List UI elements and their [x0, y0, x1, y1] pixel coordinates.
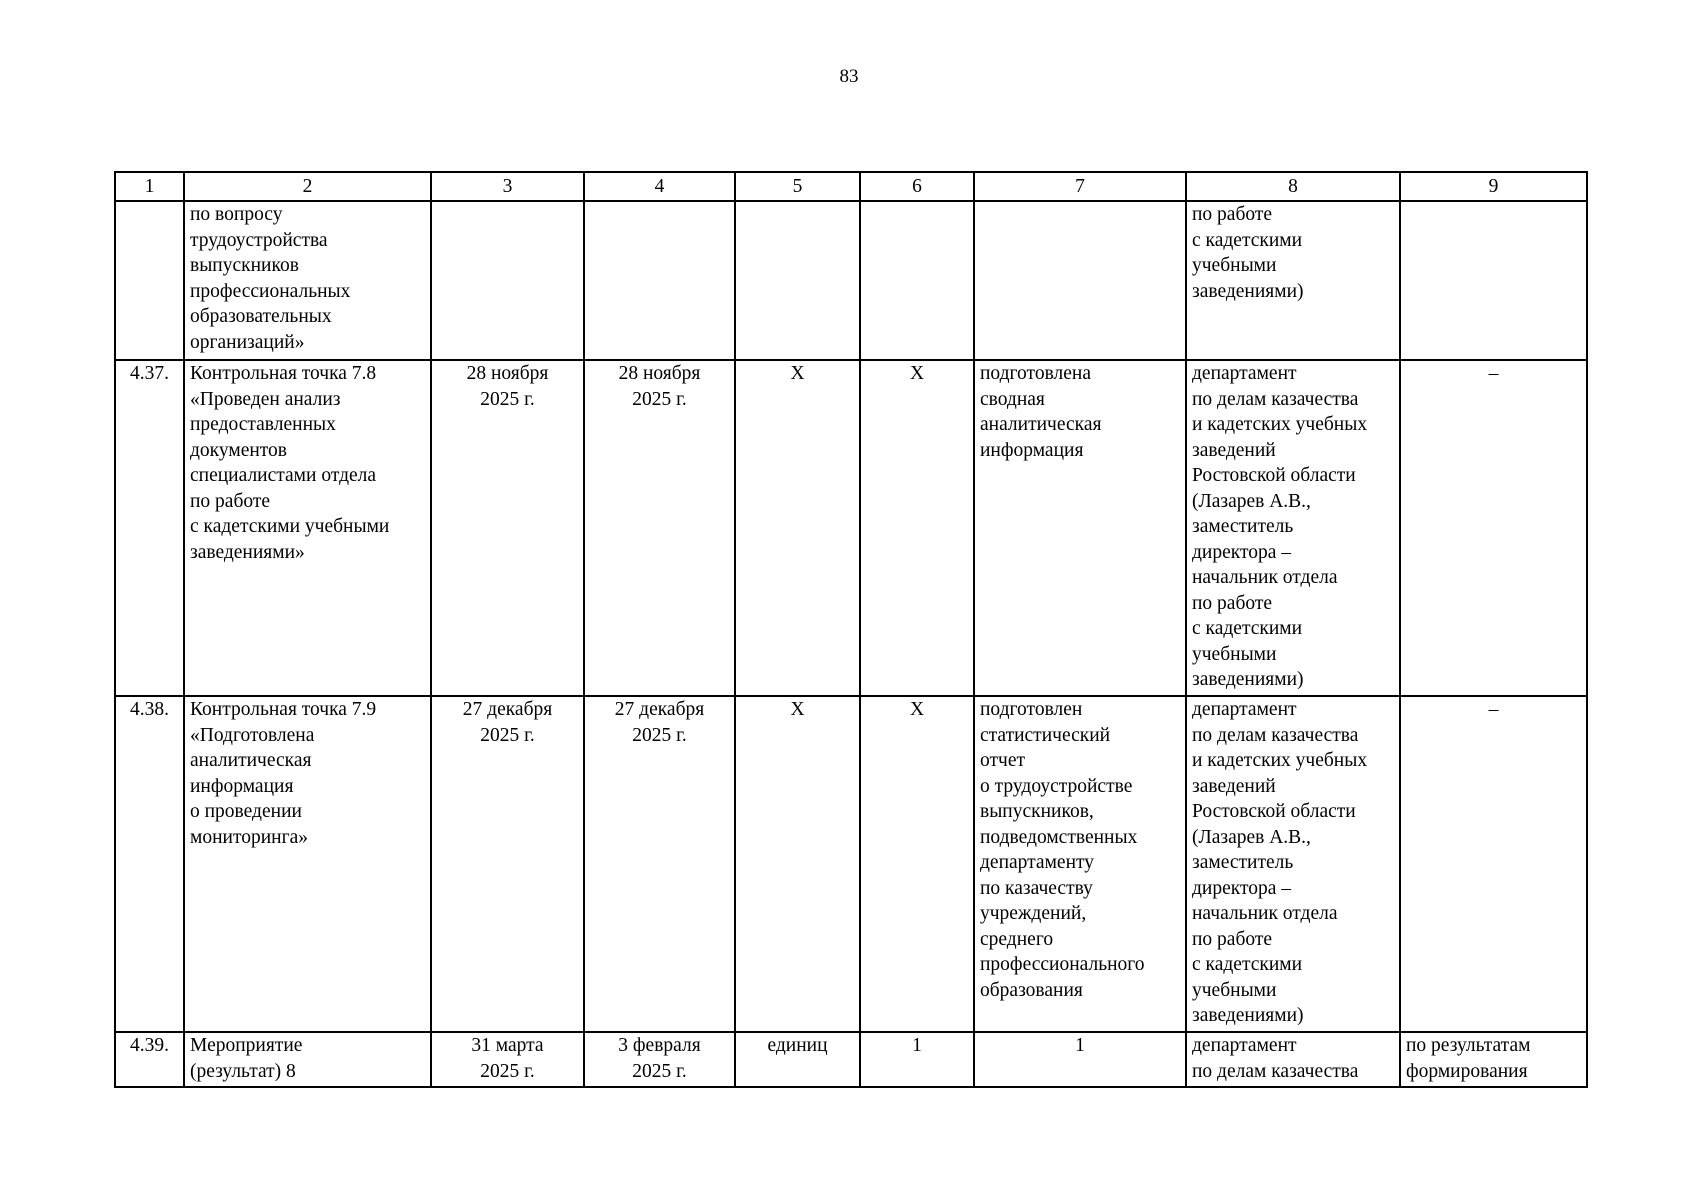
row-responsible: департамент по делам казачества — [1186, 1032, 1400, 1087]
row-end-date: 3 февраля 2025 г. — [584, 1032, 735, 1087]
header-cell: 2 — [184, 172, 431, 201]
row-unit: Х — [735, 360, 860, 696]
row-start-date — [431, 201, 584, 360]
row-unit: Х — [735, 696, 860, 1032]
row-note — [1400, 201, 1587, 360]
header-cell: 6 — [860, 172, 974, 201]
row-note: – — [1400, 360, 1587, 696]
row-name: Мероприятие (результат) 8 — [184, 1032, 431, 1087]
row-unit — [735, 201, 860, 360]
row-note: – — [1400, 696, 1587, 1032]
row-value: Х — [860, 696, 974, 1032]
header-cell: 9 — [1400, 172, 1587, 201]
row-name: Контрольная точка 7.9 «Подготовлена аналитическая информация о проведении мониторинга» — [184, 696, 431, 1032]
row-name: по вопросу трудоустройства выпускников профессиональных образовательных организаций» — [184, 201, 431, 360]
header-cell: 5 — [735, 172, 860, 201]
row-number: 4.37. — [115, 360, 184, 696]
header-cell: 3 — [431, 172, 584, 201]
row-result: 1 — [974, 1032, 1186, 1087]
row-value: 1 — [860, 1032, 974, 1087]
row-start-date: 27 декабря 2025 г. — [431, 696, 584, 1032]
header-cell: 8 — [1186, 172, 1400, 201]
row-result — [974, 201, 1186, 360]
row-start-date: 31 марта 2025 г. — [431, 1032, 584, 1087]
header-cell: 4 — [584, 172, 735, 201]
row-value: Х — [860, 360, 974, 696]
row-note: по результатам формирования — [1400, 1032, 1587, 1087]
row-responsible: по работе с кадетскими учебными заведениями) — [1186, 201, 1400, 360]
row-result: подготовлена сводная аналитическая информация — [974, 360, 1186, 696]
row-end-date: 28 ноября 2025 г. — [584, 360, 735, 696]
row-unit: единиц — [735, 1032, 860, 1087]
plan-table — [114, 171, 1588, 1088]
header-row — [115, 172, 1587, 201]
header-cell: 1 — [115, 172, 184, 201]
row-responsible: департамент по делам казачества и кадетских учебных заведений Ростовской области (Лазарев А.В., заместитель директора – начальник отдела по работе с кадетскими учебными заведениями) — [1186, 360, 1400, 696]
row-number: 4.39. — [115, 1032, 184, 1087]
row-value — [860, 201, 974, 360]
row-result: подготовлен статистический отчет о трудоустройстве выпускников, подведомственных департаменту по казачеству учреждений, среднего профессионального образования — [974, 696, 1186, 1032]
row-start-date: 28 ноября 2025 г. — [431, 360, 584, 696]
row-responsible: департамент по делам казачества и кадетских учебных заведений Ростовской области (Лазарев А.В., заместитель директора – начальник отдела по работе с кадетскими учебными заведениями) — [1186, 696, 1400, 1032]
row-name: Контрольная точка 7.8 «Проведен анализ предоставленных документов специалистами отдела по работе с кадетскими учебными заведениями» — [184, 360, 431, 696]
table-row — [115, 696, 1587, 1032]
row-end-date: 27 декабря 2025 г. — [584, 696, 735, 1032]
row-end-date — [584, 201, 735, 360]
row-number — [115, 201, 184, 360]
table-row — [115, 360, 1587, 696]
table-row — [115, 201, 1587, 360]
page-number: 83 — [839, 66, 859, 87]
table-row — [115, 1032, 1587, 1087]
row-number: 4.38. — [115, 696, 184, 1032]
header-cell: 7 — [974, 172, 1186, 201]
